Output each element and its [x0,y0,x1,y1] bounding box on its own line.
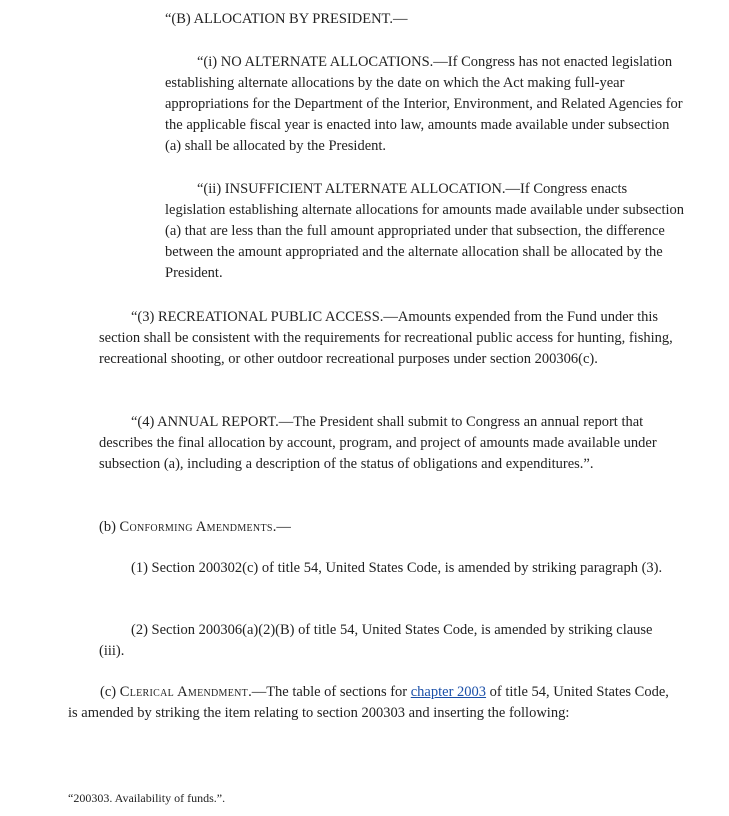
paragraph-4-heading: “(4) ANNUAL REPORT. [131,414,279,430]
subsection-c [68,682,680,724]
subsection-c-prefix: (c) [100,684,120,700]
subsection-c-pre-link: .—The table of sections for [248,684,411,700]
subparagraph-b-heading [165,9,705,30]
clause-ii-heading: “(ii) INSUFFICIENT ALTERNATE ALLOCATION. [197,181,506,197]
subsection-b-tail: .— [272,519,291,535]
amendment-1-text: (1) Section 200302(c) of title 54, United States Code, is amended by striking paragraph (3). [131,560,663,576]
subsection-c-post-link: of title 54, United States Code, is amended by striking the item relating to section 200303 and inserting the following: [68,684,669,721]
paragraph-3 [99,307,681,370]
table-of-sections-entry-text: “200303. Availability of funds.”. [68,791,226,805]
clause-ii-text: —If Congress enacts legislation establishing alternate allocations for amounts made available under subsection (a) that are less than the full amount appropriated under that subsection, the difference between the amount appropriated and the alternate allocation shall be allocated by the President. [165,181,685,281]
clause-i [165,52,687,157]
paragraph-3-text: —Amounts expended from the Fund under this section shall be consistent with the requirements for recreational public access for hunting, fishing, recreational shooting, or other outdoor recreational purposes under section 200306(c). [99,309,673,367]
subsection-b-prefix: (b) [99,519,120,535]
subsection-b-heading [99,517,681,538]
subsection-b-title: Conforming Amendments [119,519,273,535]
chapter-2003-link[interactable]: chapter 2003 [410,684,487,700]
table-of-sections-entry [68,790,668,806]
subparagraph-b-heading-text: “(B) ALLOCATION BY PRESIDENT.— [165,11,408,27]
amendment-1 [99,558,681,579]
paragraph-4 [99,412,681,475]
clause-i-heading: “(i) NO ALTERNATE ALLOCATIONS. [197,54,434,70]
clause-ii [165,179,687,284]
clause-i-text: —If Congress has not enacted legislation establishing alternate allocations by the date on which the Act making full-year appropriations for the Department of the Interior, Environment, and Related Agencies for the applicable fiscal year is enacted into law, amounts made available under subsection (a) shall be allocated by the President. [165,54,683,154]
amendment-2 [99,620,681,662]
subsection-c-title: Clerical Amendment [119,684,249,700]
amendment-2-text: (2) Section 200306(a)(2)(B) of title 54, United States Code, is amended by striking clause (iii). [99,622,653,659]
paragraph-4-text: —The President shall submit to Congress an annual report that describes the final allocation by account, program, and project of amounts made available under subsection (a), including a description of the status of obligations and expenditures.”. [99,414,657,472]
paragraph-3-heading: “(3) RECREATIONAL PUBLIC ACCESS. [131,309,384,325]
